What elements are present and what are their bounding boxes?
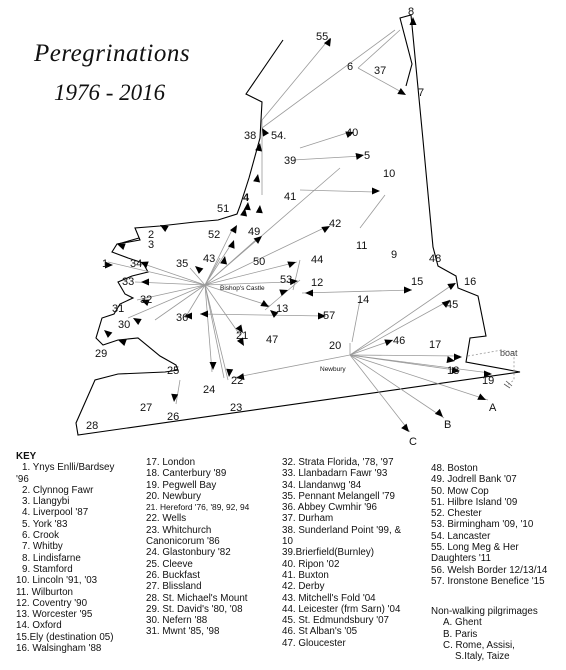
arrowhead [253, 173, 261, 182]
key-item: 57. Ironstone Benefice '15 [431, 575, 545, 587]
key-item: 16. Walsingham '88 [16, 643, 102, 655]
key-item: 20. Newbury [146, 490, 201, 502]
arrowhead [256, 205, 264, 214]
map-marker-33: 33 [122, 276, 135, 288]
key-column-1 [16, 451, 114, 654]
key-item: 52. Chester [431, 508, 482, 520]
key-item: 35. Pennant Melangell '79 [282, 490, 395, 502]
map-marker-52: 52 [208, 229, 221, 241]
key-item: 21. Hereford '76, '89, 92, 94 [146, 502, 250, 513]
key-item: 50. Mow Cop [431, 485, 489, 497]
key-item: 4. Liverpool '87 [22, 507, 89, 519]
map-marker-27: 27 [140, 402, 153, 414]
boat-line-1 [504, 384, 510, 388]
non-walking-item: S.Italy, Taize [455, 651, 510, 663]
key-item: 37. Durham [282, 513, 334, 525]
key-item: 49. Jodrell Bank '07 [431, 474, 517, 486]
map-marker-42: 42 [329, 218, 342, 230]
key-column-2 [146, 457, 249, 638]
key-item: Daughters '11 [431, 553, 491, 565]
key-item: 28. St. Michael's Mount [146, 592, 248, 604]
key-item: 23. Whitchurch [146, 524, 212, 536]
key-item: 48. Boston [431, 463, 478, 474]
key-item: 12. Coventry '90 [16, 597, 88, 609]
key-item: 25. Cleeve [146, 558, 193, 570]
arrowhead [131, 315, 141, 325]
key-item: 9. Stamford [22, 563, 73, 575]
map-marker-40: 40 [346, 127, 359, 139]
arrowhead [279, 287, 289, 296]
map-marker-20: 20 [329, 340, 342, 352]
map-marker-C: C [409, 436, 417, 448]
map-marker-26: 26 [167, 411, 180, 423]
map-marker-32: 32 [140, 294, 153, 306]
map-marker-37: 37 [374, 65, 387, 77]
map-marker-30: 30 [118, 319, 131, 331]
map-marker-25: 25 [167, 365, 180, 377]
map-marker-43: 43 [203, 253, 216, 265]
key-item: 24. Glastonbury '82 [146, 547, 231, 559]
map-marker-18: 18 [447, 365, 460, 377]
arrowhead [141, 279, 149, 286]
map-marker-13: 13 [276, 303, 289, 315]
non-walking-heading: Non-walking pilgrimages [431, 606, 538, 617]
map-marker-9: 9 [391, 249, 398, 261]
key-item: 1. Ynys Enlli/Bardsey [22, 462, 115, 474]
arrowhead [158, 222, 168, 232]
arrowhead [410, 17, 417, 25]
key-heading: KEY [16, 451, 37, 462]
key-item: 5. York '83 [22, 518, 68, 530]
map-marker-39: 39 [284, 155, 297, 167]
arrowhead [210, 362, 217, 370]
key-item: '96 [16, 473, 29, 485]
map-marker-17: 17 [429, 339, 442, 351]
key-item: 40. Ripon '02 [282, 558, 340, 570]
key-item: 39.Brierfield(Burnley) [282, 547, 375, 559]
key-item: 46. St Alban's '05 [282, 626, 358, 638]
boat-label: boat [500, 348, 518, 358]
map-marker-24: 24 [203, 384, 216, 396]
map-marker-53: 53 [280, 274, 293, 286]
map-marker-19: 19 [482, 375, 495, 387]
key-column-3 [282, 457, 401, 649]
boat-line-2 [506, 381, 512, 386]
key-item: 29. St. David's '80, '08 [146, 603, 243, 615]
arrowhead [200, 311, 208, 318]
key-item: 19. Pegwell Bay [146, 479, 217, 491]
key-item: 15.Ely (destination 05) [16, 631, 114, 643]
key-item: 54. Lancaster [431, 530, 491, 542]
key-item: 10. Lincoln '91, '03 [16, 575, 98, 587]
arrowhead [454, 354, 462, 361]
key-item: 42. Derby [282, 581, 325, 593]
key-item: 56. Welsh Border 12/13/14 [431, 564, 548, 576]
map-marker-A: A [489, 402, 497, 414]
key-item: 17. London [146, 457, 196, 468]
map-marker-47: 47 [266, 334, 279, 346]
map-marker-34: 34 [130, 258, 143, 270]
map-marker-36: 36 [176, 312, 189, 324]
map-marker-51: 51 [217, 203, 230, 215]
map-marker-41: 41 [284, 191, 297, 203]
key-item: 45. St. Edmundsbury '07 [282, 615, 389, 627]
key-item: 53. Birmingham '09, '10 [431, 519, 534, 531]
map-marker-28: 28 [86, 420, 99, 432]
key-item: 34. Llandanwg '84 [282, 479, 362, 491]
key-item: 33. Llanbadarn Fawr '93 [282, 468, 388, 480]
key-item: 6. Crook [22, 530, 60, 542]
key-item: 41. Buxton [282, 569, 329, 581]
arrowhead [401, 424, 412, 435]
map-marker-35: 35 [176, 258, 189, 270]
arrowhead [287, 259, 297, 268]
key-item: 11. Wilburton [16, 586, 73, 598]
non-walking-key [431, 606, 538, 662]
map-marker-10: 10 [383, 168, 396, 180]
key-item: 22. Wells [146, 513, 187, 525]
bishops-castle-label: Bishop's Castle [220, 285, 265, 292]
arrowhead [477, 393, 487, 403]
key-item: 32. Strata Florida, '78, '97 [282, 457, 394, 468]
page-title: Peregrinations [34, 40, 191, 67]
map-marker-23: 23 [230, 402, 243, 414]
key-item: 10 [282, 536, 293, 548]
map-marker-48: 48 [429, 253, 442, 265]
key-item: 7. Whitby [22, 541, 63, 553]
key-item: 51. Hilbre Island '09 [431, 496, 518, 508]
key-item: 26. Buckfast [146, 569, 200, 581]
map-marker-6: 6 [347, 61, 354, 73]
map-marker-50: 50 [253, 256, 266, 268]
map-marker-29: 29 [95, 348, 108, 360]
map-marker-38: 38 [244, 130, 257, 142]
non-walking-item: C. Rome, Assisi, [443, 639, 515, 651]
non-walking-item: B. Paris [443, 628, 478, 640]
arrowhead [372, 188, 380, 195]
key-item: 3. Llangybi [22, 496, 70, 508]
map-marker-45: 45 [446, 299, 459, 311]
map-marker-15: 15 [411, 276, 424, 288]
map-marker-1: 1 [102, 258, 109, 270]
newbury-label: Newbury [320, 366, 346, 373]
map-marker-8: 8 [408, 6, 415, 18]
map-marker-46: 46 [393, 335, 406, 347]
arrowhead [260, 300, 270, 310]
map-marker-12: 12 [311, 277, 324, 289]
key-item: 18. Canterbury '89 [146, 468, 227, 480]
map-marker-55: 55 [316, 31, 329, 43]
key-item: 30. Nefern '88 [146, 615, 208, 627]
key-item: 14. Oxford [16, 620, 62, 632]
arrowhead [305, 290, 313, 297]
key-column-4 [431, 463, 547, 587]
map-marker-57: 57 [323, 310, 336, 322]
key-item: 38. Sunderland Point '99, & [282, 524, 401, 536]
map-marker-22: 22 [231, 375, 244, 387]
arrowhead [193, 263, 204, 274]
map-marker-3: 3 [148, 239, 155, 251]
arrowhead [447, 280, 457, 290]
map-marker-31: 31 [112, 303, 125, 315]
map-marker-44: 44 [311, 254, 324, 266]
map-marker-54: 54. [271, 130, 287, 142]
map-marker-49: 49 [248, 226, 261, 238]
page-subtitle: 1976 - 2016 [54, 80, 166, 105]
arrowhead [397, 88, 407, 98]
map-marker-11: 11 [356, 240, 368, 252]
map-marker-2: 2 [148, 229, 155, 241]
key-item: 55. Long Meg & Her [431, 542, 519, 554]
map-marker-21: 21 [236, 330, 249, 342]
key-item: 36. Abbey Cwmhir '96 [282, 502, 377, 514]
map-marker-14: 14 [357, 294, 370, 306]
arrowhead [102, 327, 113, 338]
key-item: 13. Worcester '95 [16, 609, 93, 621]
key-item: 43. Mitchell's Fold '04 [282, 592, 376, 604]
map-marker-4: 4 [243, 192, 250, 204]
map-marker-B: B [444, 419, 452, 431]
key-item: 2. Clynnog Fawr [22, 484, 94, 496]
non-walking-item: A. Ghent [443, 617, 482, 629]
map-marker-16: 16 [464, 276, 477, 288]
key-item: 44. Leicester (frm Sarn) '04 [282, 603, 401, 615]
arrowhead [117, 337, 127, 346]
key-item: Canonicorum '86 [146, 536, 220, 548]
key-item: 31. Mwnt '85, '98 [146, 626, 220, 638]
map-marker-5: 5 [364, 150, 371, 162]
map-marker-7: 7 [418, 87, 425, 99]
key-item: 27. Blissland [146, 581, 202, 593]
key-item: 47. Gloucester [282, 637, 346, 649]
key-item: 8. Lindisfarne [22, 552, 81, 564]
arrowhead [230, 223, 240, 233]
